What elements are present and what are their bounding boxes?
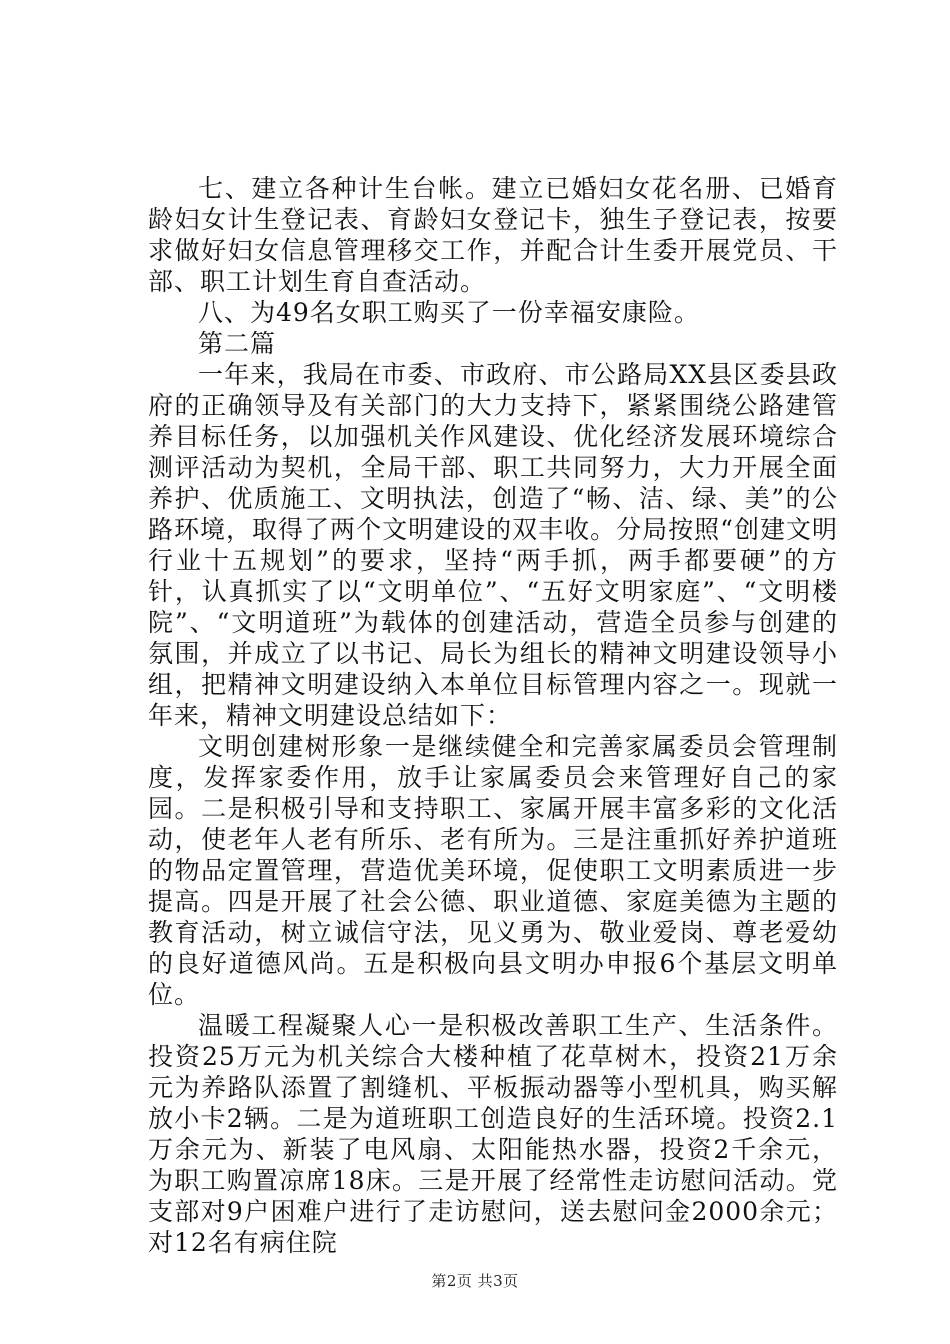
paragraph-section-seven: 七、建立各种计生台帐。建立已婚妇女花名册、已婚育龄妇女计生登记表、育龄妇女登记卡，独生子登记表，按要求做好妇女信息管理移交工作，并配合计生委开展党员、干部、职工计划生育自查活动。 <box>148 174 838 296</box>
page-number-footer: 第2页 共3页 <box>431 1272 519 1290</box>
paragraph-warmth-project: 温暖工程凝聚人心一是积极改善职工生产、生活条件。投资25万元为机关综合大楼种植了花草树木，投资21万余元为养路队添置了割缝机、平板振动器等小型机具，购买解放小卡2辆。二是为道班职工创造良好的生活环境。投资2.1万余元为、新装了电风扇、太阳能热水器，投资2千余元，为职工购置凉席18床。三是开展了经常性走访慰问活动。党支部对9户困难户进行了走访慰问，送去慰问金2000余元；对12名有病住院 <box>148 1011 838 1257</box>
section-heading-part-two: 第二篇 <box>198 329 277 358</box>
paragraph-section-eight: 八、为49名女职工购买了一份幸福安康险。 <box>198 298 700 327</box>
paragraph-year-summary: 一年来，我局在市委、市政府、市公路局XX县区委县政府的正确领导及有关部门的大力支持下，紧紧围绕公路建管养目标任务，以加强机关作风建设、优化经济发展环境综合测评活动为契机，全局干部、职工共同努力，大力开展全面养护、优质施工、文明执法，创造了“畅、洁、绿、美”的公路环境，取得了两个文明建设的双丰收。分局按照“创建文明行业十五规划”的要求，坚持“两手抓，两手都要硬”的方针，认真抓实了以“文明单位”、“五好文明家庭”、“文明楼院”、“文明道班”为载体的创建活动，营造全员参与创建的氛围，并成立了以书记、局长为组长的精神文明建设领导小组，把精神文明建设纳入本单位目标管理内容之一。现就一年来，精神文明建设总结如下： <box>148 360 838 730</box>
document-body <box>148 173 838 1258</box>
paragraph-civilization-building: 文明创建树形象一是继续健全和完善家属委员会管理制度，发挥家委作用，放手让家属委员会来管理好自己的家园。二是积极引导和支持职工、家属开展丰富多彩的文化活动，使老年人老有所乐、老有所为。三是注重抓好养护道班的物品定置管理，营造优美环境，促使职工文明素质进一步提高。四是开展了社会公德、职业道德、家庭美德为主题的教育活动，树立诚信守法，见义勇为、敬业爱岗、尊老爱幼的良好道德风尚。五是积极向县文明办申报6个基层文明单位。 <box>148 732 838 1009</box>
